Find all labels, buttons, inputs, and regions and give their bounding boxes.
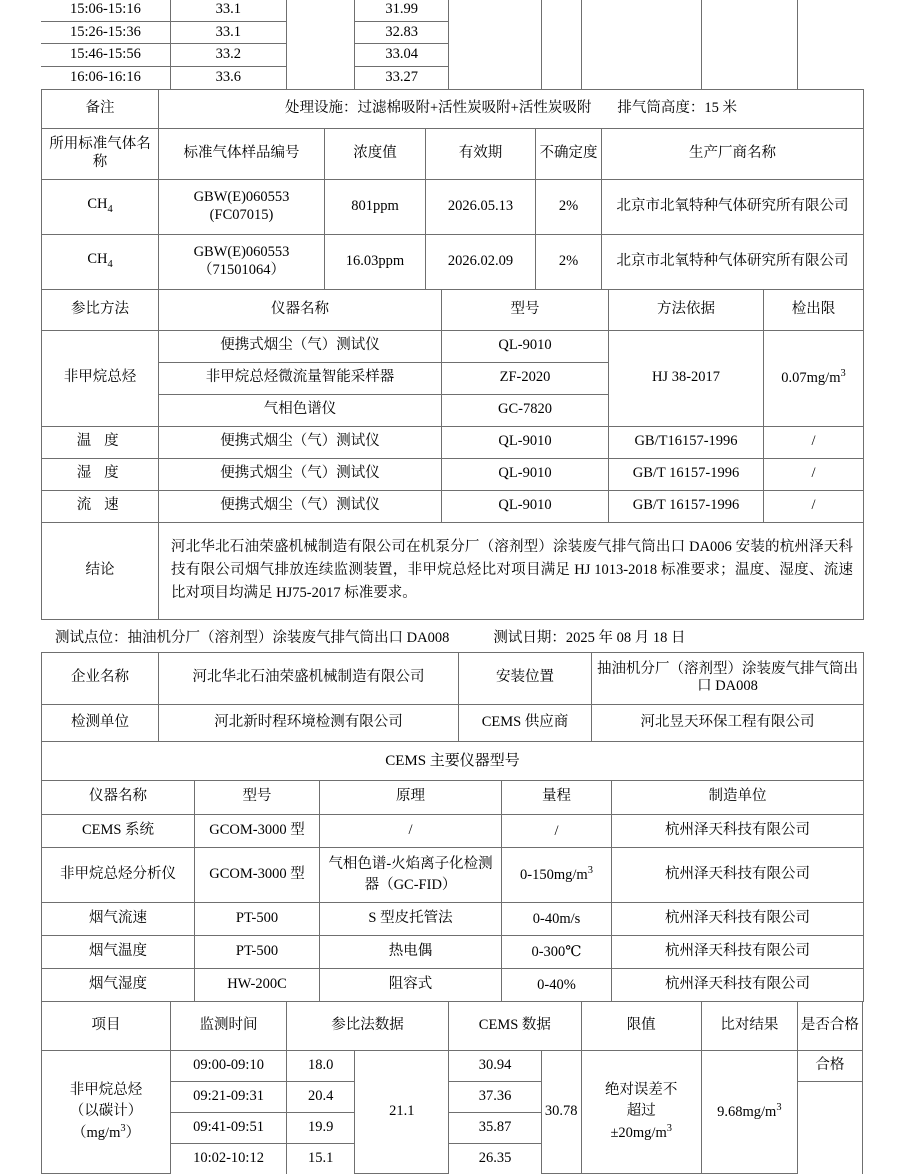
instrument-model: PT-500 — [195, 902, 320, 935]
top-qualified-cell — [798, 21, 863, 44]
nmhc-instrument-model: GC-7820 — [442, 394, 609, 426]
top-ref-avg-cell — [286, 67, 355, 90]
cems-value: 35.87 — [449, 1112, 542, 1143]
top-cems-avg-cell — [449, 0, 542, 21]
header-qualified: 是否合格 — [797, 1001, 862, 1050]
top-qualified-cell — [798, 67, 863, 90]
remark-content — [159, 89, 864, 128]
cems-instrument-row — [42, 847, 864, 902]
nmhc-instrument-model: ZF-2020 — [442, 362, 609, 394]
nmhc-instrument-name: 便携式烟尘（气）测试仪 — [159, 330, 442, 362]
top-limit-cell — [581, 21, 701, 44]
ref-value: 20.4 — [286, 1081, 354, 1112]
standard-gas-header-row — [42, 128, 864, 179]
parameter-row — [42, 490, 864, 522]
cems-instrument-row — [42, 935, 864, 968]
header-gas-name: 所用标准气体名称 — [42, 128, 159, 179]
header-item: 项目 — [42, 1001, 171, 1050]
remark-row — [42, 89, 864, 128]
range-sup: 3 — [587, 864, 593, 876]
cems-instruments-title: CEMS 主要仪器型号 — [42, 741, 864, 780]
reference-method-header-row — [42, 289, 864, 330]
instrument-name: 烟气温度 — [42, 935, 195, 968]
top-time-cell: 16:06-16:16 — [41, 67, 170, 90]
parameter-label: 湿 度 — [42, 458, 159, 490]
parameter-row — [42, 426, 864, 458]
instrument-model: GCOM-3000 型 — [195, 814, 320, 847]
header-concentration: 浓度值 — [325, 128, 426, 179]
monitor-time: 09:41-09:51 — [171, 1112, 287, 1143]
instrument-principle: 热电偶 — [320, 935, 502, 968]
gas-manufacturer: 北京市北氧特种气体研究所有限公司 — [602, 234, 864, 289]
header-limit: 限值 — [581, 1001, 701, 1050]
cems-header-row — [42, 780, 864, 814]
header-basis: 方法依据 — [609, 289, 764, 330]
gas-sample-no — [159, 179, 325, 234]
test-info-line — [41, 620, 863, 652]
top-cems-cell: 31.99 — [355, 0, 449, 21]
header-model: 型号 — [442, 289, 609, 330]
gas-valid-until: 2026.05.13 — [426, 179, 536, 234]
instrument-range — [502, 902, 612, 935]
detection-limit-base: 0.07mg/m — [781, 370, 841, 387]
top-qualified-cell — [798, 0, 863, 21]
cems-supplier-value: 河北昱天环保工程有限公司 — [592, 704, 864, 741]
header-instrument-model: 型号 — [195, 780, 320, 814]
range-base: / — [554, 822, 559, 839]
table-row — [41, 21, 863, 44]
instrument-manufacturer: 杭州泽天科技有限公司 — [612, 935, 864, 968]
instrument-range — [502, 968, 612, 1001]
cems-value: 30.94 — [449, 1050, 542, 1081]
standard-gas-row — [42, 179, 864, 234]
cems-supplier-label: CEMS 供应商 — [459, 704, 592, 741]
comparison-item-label — [42, 1050, 171, 1174]
instrument-principle: S 型皮托管法 — [320, 902, 502, 935]
test-site-label: 测试点位：抽油机分厂（溶剂型）涂装废气排气筒出口 DA008 — [55, 629, 450, 646]
top-cems-avg-cell — [449, 21, 542, 44]
top-result-cell — [702, 67, 798, 90]
parameter-label: 流 速 — [42, 490, 159, 522]
test-unit-label: 检测单位 — [42, 704, 159, 741]
range-base: 0-300℃ — [531, 943, 582, 960]
header-detection-limit: 检出限 — [764, 289, 864, 330]
instrument-principle: 阻容式 — [320, 968, 502, 1001]
top-qualified-cell — [798, 44, 863, 67]
top-ref-avg-cell — [286, 0, 355, 21]
nmhc-detection-limit — [764, 330, 864, 426]
instrument-model: HW-200C — [195, 968, 320, 1001]
instrument-name: 烟气流速 — [42, 902, 195, 935]
instrument-manufacturer: 杭州泽天科技有限公司 — [612, 847, 864, 902]
top-result-cell — [702, 0, 798, 21]
nmhc-basis: HJ 38-2017 — [609, 330, 764, 426]
gas-name — [42, 234, 159, 289]
parameter-instrument: 便携式烟尘（气）测试仪 — [159, 490, 442, 522]
nmhc-row — [42, 330, 864, 362]
cems-title-row — [42, 741, 864, 780]
top-blank-cell — [541, 67, 581, 90]
comparison-header-row — [42, 1001, 863, 1050]
conclusion-text: 河北华北石油荣盛机械制造有限公司在机泵分厂（溶剂型）涂装废气排气筒出口 DA006 安装的杭州泽天科技有限公司烟气排放连续监测装置，非甲烷总烃比对项目满足 HJ 1013-2018 标准要求；温度、湿度、流速比对项目均满足 HJ75-2017 标准要求。 — [159, 522, 864, 619]
monitor-time: 09:21-09:31 — [171, 1081, 287, 1112]
top-result-cell — [702, 44, 798, 67]
header-sample-no: 标准气体样品编号 — [159, 128, 325, 179]
monitor-time: 10:02-10:12 — [171, 1143, 287, 1174]
ref-value: 18.0 — [286, 1050, 354, 1081]
top-time-cell: 15:46-15:56 — [41, 44, 170, 67]
monitor-time: 09:00-09:10 — [171, 1050, 287, 1081]
sample-no-line1: GBW(E)060553 — [193, 244, 290, 261]
instrument-name: 非甲烷总烃分析仪 — [42, 847, 195, 902]
top-cems-avg-cell — [449, 67, 542, 90]
qualified-status: 合格 — [797, 1050, 862, 1081]
header-result: 比对结果 — [701, 1001, 797, 1050]
cems-instrument-row — [42, 968, 864, 1001]
gas-concentration: 16.03ppm — [325, 234, 426, 289]
remark-label: 备注 — [42, 89, 159, 128]
parameter-model: QL-9010 — [442, 458, 609, 490]
instrument-name: CEMS 系统 — [42, 814, 195, 847]
cems-instrument-table — [41, 780, 864, 1002]
header-principle: 原理 — [320, 780, 502, 814]
company-row — [42, 652, 864, 704]
range-base: 0-150mg/m — [520, 866, 588, 883]
header-method: 参比方法 — [42, 289, 159, 330]
top-cems-cell: 33.04 — [355, 44, 449, 67]
table-row — [41, 0, 863, 21]
comparison-data-table — [41, 1001, 863, 1174]
ref-value: 15.1 — [286, 1143, 354, 1174]
header-cems-data: CEMS 数据 — [449, 1001, 581, 1050]
top-cems-avg-cell — [449, 44, 542, 67]
top-ref-cell: 33.1 — [170, 21, 286, 44]
detection-limit-sup: 3 — [840, 368, 846, 380]
parameter-detection-limit: / — [764, 490, 864, 522]
remark-treatment: 处理设施：过滤棉吸附+活性炭吸附+活性炭吸附 — [285, 99, 592, 116]
limit-line2: 超过 — [626, 1102, 656, 1119]
top-limit-cell — [581, 44, 701, 67]
instrument-range — [502, 935, 612, 968]
install-location-label: 安装位置 — [459, 652, 592, 704]
company-name-label: 企业名称 — [42, 652, 159, 704]
top-ref-cell: 33.6 — [170, 67, 286, 90]
instrument-model: GCOM-3000 型 — [195, 847, 320, 902]
limit-line1: 绝对误差不 — [604, 1081, 678, 1098]
instrument-principle: 气相色谱-火焰离子化检测器（GC-FID） — [320, 847, 502, 902]
sample-no-line1: GBW(E)060553 — [193, 189, 290, 206]
parameter-instrument: 便携式烟尘（气）测试仪 — [159, 426, 442, 458]
remark-stack-height: 排气筒高度：15 米 — [617, 99, 737, 116]
top-cems-cell: 33.27 — [355, 67, 449, 90]
gas-name-sub: 4 — [107, 204, 113, 216]
parameter-instrument: 便携式烟尘（气）测试仪 — [159, 458, 442, 490]
test-date-label: 测试日期：2025 年 08 月 18 日 — [493, 629, 686, 646]
header-uncertainty: 不确定度 — [536, 128, 602, 179]
instrument-model: PT-500 — [195, 935, 320, 968]
result-sup: 3 — [776, 1102, 782, 1114]
header-range: 量程 — [502, 780, 612, 814]
limit-line3: $\pm 20mg/m^3$ — [610, 1123, 672, 1142]
header-valid-until: 有效期 — [426, 128, 536, 179]
gas-uncertainty: 2% — [536, 234, 602, 289]
ref-average: 21.1 — [355, 1050, 449, 1174]
top-limit-cell — [581, 0, 701, 21]
gas-sample-no — [159, 234, 325, 289]
gas-manufacturer: 北京市北氧特种气体研究所有限公司 — [602, 179, 864, 234]
gas-concentration: 801ppm — [325, 179, 426, 234]
top-blank-cell — [541, 44, 581, 67]
parameter-basis: GB/T 16157-1996 — [609, 490, 764, 522]
top-ref-avg-cell — [286, 21, 355, 44]
limit-value — [581, 1050, 701, 1174]
parameter-basis: GB/T16157-1996 — [609, 426, 764, 458]
company-info-table — [41, 652, 864, 781]
range-base: 0-40% — [537, 976, 576, 993]
instrument-manufacturer: 杭州泽天科技有限公司 — [612, 814, 864, 847]
conclusion-row — [42, 522, 864, 619]
cems-value: 37.36 — [449, 1081, 542, 1112]
cems-instrument-row — [42, 902, 864, 935]
cems-instrument-row — [42, 814, 864, 847]
header-manufacturer: 生产厂商名称 — [602, 128, 864, 179]
nmhc-instrument-name: 气相色谱仪 — [159, 394, 442, 426]
top-result-cell — [702, 21, 798, 44]
gas-uncertainty: 2% — [536, 179, 602, 234]
instrument-manufacturer: 杭州泽天科技有限公司 — [612, 968, 864, 1001]
test-unit-value: 河北新时程环境检测有限公司 — [159, 704, 459, 741]
nmhc-instrument-name: 非甲烷总烃微流量智能采样器 — [159, 362, 442, 394]
parameter-label: 温 度 — [42, 426, 159, 458]
gas-name — [42, 179, 159, 234]
gas-name-base: CH — [87, 251, 108, 268]
top-blank-cell — [541, 0, 581, 21]
top-blank-cell — [541, 21, 581, 44]
top-time-cell: 15:26-15:36 — [41, 21, 170, 44]
parameter-detection-limit: / — [764, 426, 864, 458]
header-instrument-name: 仪器名称 — [42, 780, 195, 814]
gas-name-sub: 4 — [107, 259, 113, 271]
cems-value: 26.35 — [449, 1143, 542, 1174]
result-base: 9.68mg/m — [717, 1104, 777, 1121]
install-location-value: 抽油机分厂（溶剂型）涂装废气排气筒出口 DA008 — [592, 652, 864, 704]
sample-no-line2: （71501064） — [198, 261, 285, 278]
qualified-empty — [797, 1081, 862, 1174]
parameter-basis: GB/T 16157-1996 — [609, 458, 764, 490]
top-ref-cell: 33.2 — [170, 44, 286, 67]
ref-value: 19.9 — [286, 1112, 354, 1143]
header-ref-data: 参比法数据 — [286, 1001, 448, 1050]
item-label-line2: （以碳计） — [69, 1102, 143, 1119]
reference-method-table — [41, 289, 864, 620]
table-row — [41, 67, 863, 90]
parameter-row — [42, 458, 864, 490]
top-ref-avg-cell — [286, 44, 355, 67]
gas-valid-until: 2026.02.09 — [426, 234, 536, 289]
nmhc-label: 非甲烷总烃 — [42, 330, 159, 426]
cems-average: 30.78 — [541, 1050, 581, 1174]
header-instrument: 仪器名称 — [159, 289, 442, 330]
instrument-name: 烟气湿度 — [42, 968, 195, 1001]
top-ref-cell: 33.1 — [170, 0, 286, 21]
instrument-range — [502, 847, 612, 902]
item-label-line3: $(mg/m^3)$ — [72, 1123, 141, 1142]
instrument-principle: / — [320, 814, 502, 847]
top-limit-cell — [581, 67, 701, 90]
instrument-manufacturer: 杭州泽天科技有限公司 — [612, 902, 864, 935]
top-time-cell: 15:06-15:16 — [41, 0, 170, 21]
comparison-row — [42, 1050, 863, 1081]
parameter-detection-limit: / — [764, 458, 864, 490]
parameter-model: QL-9010 — [442, 426, 609, 458]
standard-gas-row — [42, 234, 864, 289]
range-base: 0-40m/s — [532, 910, 581, 927]
top-cems-cell: 32.83 — [355, 21, 449, 44]
test-unit-row — [42, 704, 864, 741]
conclusion-label: 结论 — [42, 522, 159, 619]
header-monitor-time: 监测时间 — [171, 1001, 287, 1050]
standard-gas-table — [41, 89, 864, 290]
sample-no-line2: (FC07015) — [209, 206, 274, 223]
top-continuation-table — [41, 0, 863, 90]
company-name-value: 河北华北石油荣盛机械制造有限公司 — [159, 652, 459, 704]
item-label-line1: 非甲烷总烃 — [69, 1081, 143, 1098]
instrument-range — [502, 814, 612, 847]
comparison-result — [701, 1050, 797, 1174]
parameter-model: QL-9010 — [442, 490, 609, 522]
gas-name-base: CH — [87, 196, 108, 213]
header-manufacturer: 制造单位 — [612, 780, 864, 814]
nmhc-instrument-model: QL-9010 — [442, 330, 609, 362]
table-row — [41, 44, 863, 67]
